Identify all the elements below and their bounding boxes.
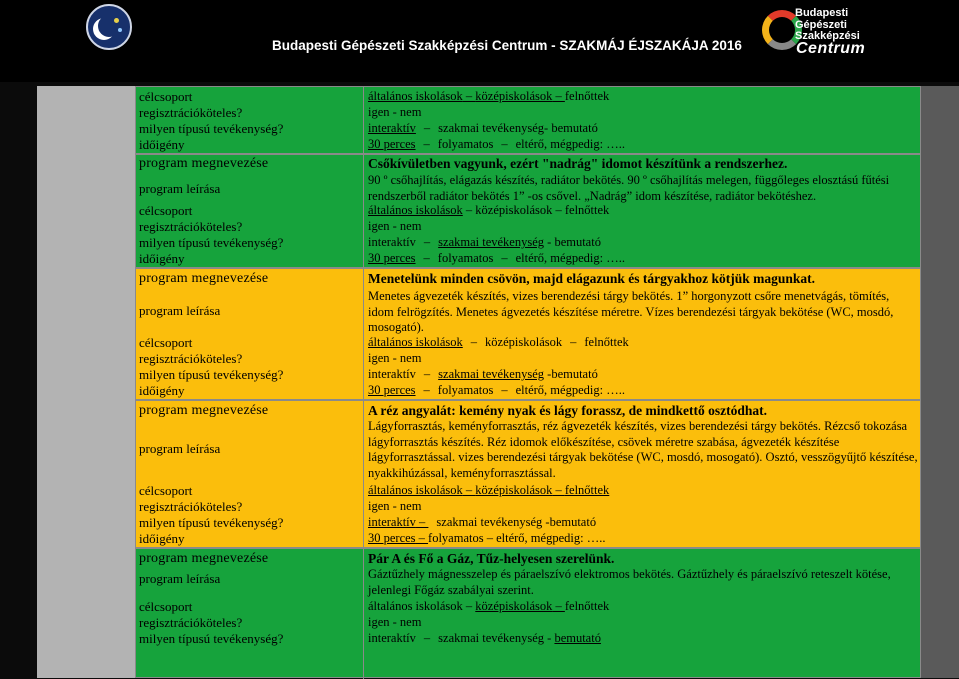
row-time: időigény 30 perces – folyamatos – eltérő, mégpedig: …..	[139, 251, 625, 266]
star-icon	[114, 18, 119, 23]
row-time: időigény 30 perces – folyamatos – eltérő, mégpedig: …..	[139, 531, 606, 546]
row-description: program leírása Menetes ágvezeték készítés, vizes berendezési tárgy bekötés. 1” horgonyzott csőre menetvágás, tömítés, idom felrögzítés. Menetes ágvezetés készítése méretre. Vízes berendezési tárgyak bekötése (WC, mosdó, mosogató).	[139, 289, 894, 334]
row-activity: milyen típusú tevékenység? interaktív – szakmai tevékenység -bemutató	[139, 515, 597, 530]
row-registration: regisztrációköteles? igen - nem	[139, 219, 422, 234]
row-target: célcsoport általános iskolások – középiskolások – felnőttek	[139, 335, 629, 350]
school-logo	[762, 6, 892, 58]
page-header	[0, 0, 959, 82]
row-registration: regisztrációköteles? igen - nem	[139, 105, 422, 120]
row-program-name: program megnevezése Pár A és Fő a Gáz, Tűz-helyesen szerelünk.	[139, 551, 615, 566]
star-icon	[118, 28, 122, 32]
school-logo-word: Centrum	[796, 40, 866, 57]
program-section	[135, 400, 921, 548]
row-registration: regisztrációköteles? igen - nem	[139, 351, 422, 366]
row-description: program leírása 90 º csőhajlítás, elágazás készítés, radiátor bekötés. 90 º csőhajlítás melegen, függőleges elosztású fűtési rendszerből radiátor bekötés 1” -os csővel. „Nadrág” idom készítése, radiátor bekötéshez.	[139, 173, 890, 203]
program-table	[135, 86, 921, 678]
row-target: célcsoport általános iskolások – középiskolások – felnőttek	[139, 599, 610, 614]
row-target: célcsoport általános iskolások – középiskolások – felnőttek	[139, 483, 610, 498]
row-description: program leírása Lágyforrasztás, keményforrasztás, réz ágvezeték készítés, vizes berendezési tárgy bekötés. Rézcső tokozása lágyforrasztás készítés. Réz idomok előkészítése, csövek méretre szabása, ágvezeték készítése lágyforrasztással. vizes berendezési tárgyak bekötése (WC, mosdó, mosogató). Osztó, vesszögyűjtő készítése, nyakkihúzással, keményforrasztással.	[139, 419, 918, 480]
school-logo-text: Budapesti Gépészeti Szakképzési	[795, 7, 860, 42]
page-title: Budapesti Gépészeti Szakképzési Centrum - SZAKMÁJ ÉJSZAKÁJA 2016	[272, 38, 742, 53]
program-section	[135, 548, 921, 678]
program-section	[135, 268, 921, 400]
program-section	[135, 154, 921, 268]
row-activity: milyen típusú tevékenység? interaktív – szakmai tevékenység- bemutató	[139, 121, 598, 136]
row-activity: milyen típusú tevékenység? interaktív – szakmai tevékenység - bemutató	[139, 235, 601, 250]
program-section	[135, 86, 921, 154]
row-program-name: program megnevezése A réz angyalát: kemény nyak és lágy forassz, de mindkettő osztódhat.	[139, 403, 767, 418]
row-time: időigény 30 perces – folyamatos – eltérő, mégpedig: …..	[139, 137, 625, 152]
row-registration: regisztrációköteles? igen - nem	[139, 499, 422, 514]
row-activity: milyen típusú tevékenység? interaktív – szakmai tevékenység -bemutató	[139, 367, 598, 382]
left-margin-column	[37, 86, 137, 678]
row-target: célcsoport általános iskolások – középiskolások – felnőttek	[139, 89, 610, 104]
event-logo	[86, 4, 132, 50]
row-registration: regisztrációköteles? igen - nem	[139, 615, 422, 630]
row-activity: milyen típusú tevékenység? interaktív – szakmai tevékenység - bemutató	[139, 631, 601, 646]
row-target: célcsoport általános iskolások – középiskolások – felnőttek	[139, 203, 610, 218]
row-program-name: program megnevezése Csőkívületben vagyunk, ezért "nadrág" idomot készítünk a rendszerhez.	[139, 156, 788, 171]
row-description: program leírása Gáztűzhely mágnesszelep és páraelszívó elektromos bekötés. Gáztűzhely és páraelszívó reteszelt kötése, jelenlegi Főgáz szabályai szerint.	[139, 567, 891, 597]
row-program-name: program megnevezése Menetelünk minden csövön, majd elágazunk és tárgyakhoz kötjük magunkat.	[139, 271, 816, 286]
row-time: időigény 30 perces – folyamatos – eltérő, mégpedig: …..	[139, 383, 625, 398]
